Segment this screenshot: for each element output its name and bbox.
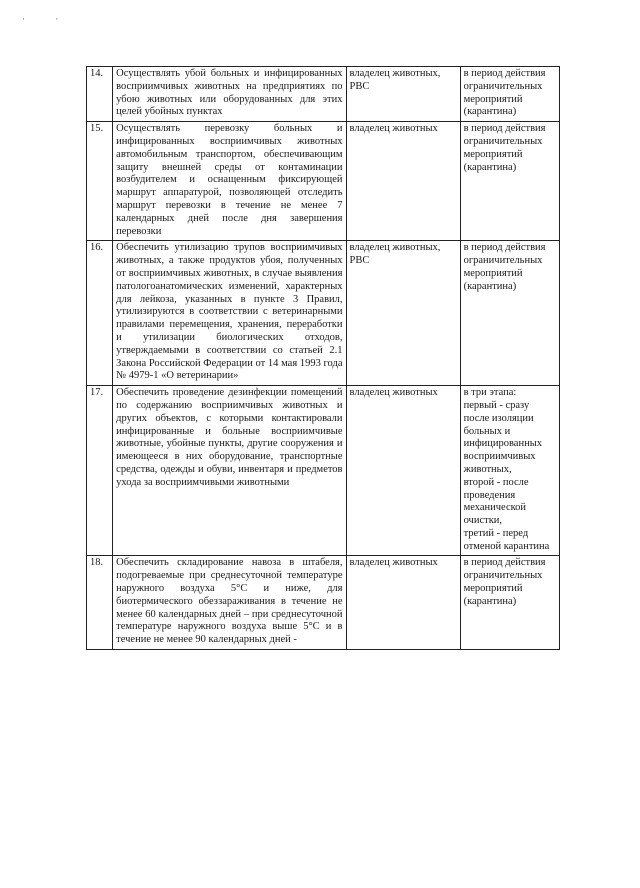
- row-number: 16.: [87, 241, 113, 386]
- term-line: третий - перед отменой карантина: [463, 527, 550, 552]
- row-number: 15.: [87, 122, 113, 241]
- term-line: в три этапа:: [463, 387, 517, 399]
- term-line: первый - сразу после изоляции больных и инфицированных восприимчивых животных,: [463, 399, 542, 475]
- row-term: [460, 386, 559, 556]
- row-responsible: владелец животных: [346, 386, 460, 556]
- row-number: 18.: [87, 556, 113, 650]
- table-row: [87, 241, 560, 386]
- table-row: [87, 122, 560, 241]
- row-term: в период действия ограничительных мероприятий (карантина): [460, 122, 559, 241]
- table-row: [87, 386, 560, 556]
- row-term: в период действия ограничительных мероприятий (карантина): [460, 556, 559, 650]
- row-action: Осуществлять перевозку больных и инфицированных восприимчивых животных автомобильным транспортом, обеспечивающим защиту внешней среды от контаминации возбудителем и оснащенным фиксирующей маршрут аппаратурой, позволяющей отследить маршрут перевозки в течение не менее 7 календарных дней после дня завершения перевозки: [113, 122, 346, 241]
- measures-table: [86, 66, 560, 650]
- row-responsible: владелец животных: [346, 122, 460, 241]
- row-action: Обеспечить утилизацию трупов восприимчивых животных, а также продуктов убоя, полученных от восприимчивых животных, в случае выявления патологоанатомических изменений, характерных для лейкоза, указанных в пункте 3 Правил, утилизируются в соответствии с ветеринарными правилами перемещения, хранения, переработки и утилизации биологических отходов, утверждаемыми в соответствии со статьей 2.1 Закона Российской Федерации от 14 мая 1993 года № 4979-1 «О ветеринарии»: [113, 241, 346, 386]
- table-row: [87, 556, 560, 650]
- corner-marks: · ·: [22, 14, 73, 24]
- row-responsible: владелец животных: [346, 556, 460, 650]
- row-number: 14.: [87, 67, 113, 122]
- row-action: Осуществлять убой больных и инфицированных восприимчивых животных на предприятиях по убою животных или оборудованных для этих целей убойных пунктах: [113, 67, 346, 122]
- row-action: Обеспечить проведение дезинфекции помещений по содержанию восприимчивых животных и других объектов, с которыми контактировали инфицированные и больные восприимчивые животные, убойные пункты, другие сооружения и имеющееся в них оборудование, транспортные средства, одежды и обуви, инвентаря и предметов ухода за восприимчивыми животными: [113, 386, 346, 556]
- row-term: в период действия ограничительных мероприятий (карантина): [460, 67, 559, 122]
- row-action: Обеспечить складирование навоза в штабеля, подогреваемые при среднесуточной температуре наружного воздуха 5°С и ниже, для биотермического обеззараживания в течение не менее 60 календарных дней – при среднесуточной температуре наружного воздуха выше 5°С и в течение не менее 90 календарных дней -: [113, 556, 346, 650]
- row-responsible: владелец животных, РВС: [346, 67, 460, 122]
- term-line: второй - после проведения механической очистки,: [463, 476, 529, 527]
- row-number: 17.: [87, 386, 113, 556]
- table-row: [87, 67, 560, 122]
- row-responsible: владелец животных, РВС: [346, 241, 460, 386]
- row-term: в период действия ограничительных мероприятий (карантина): [460, 241, 559, 386]
